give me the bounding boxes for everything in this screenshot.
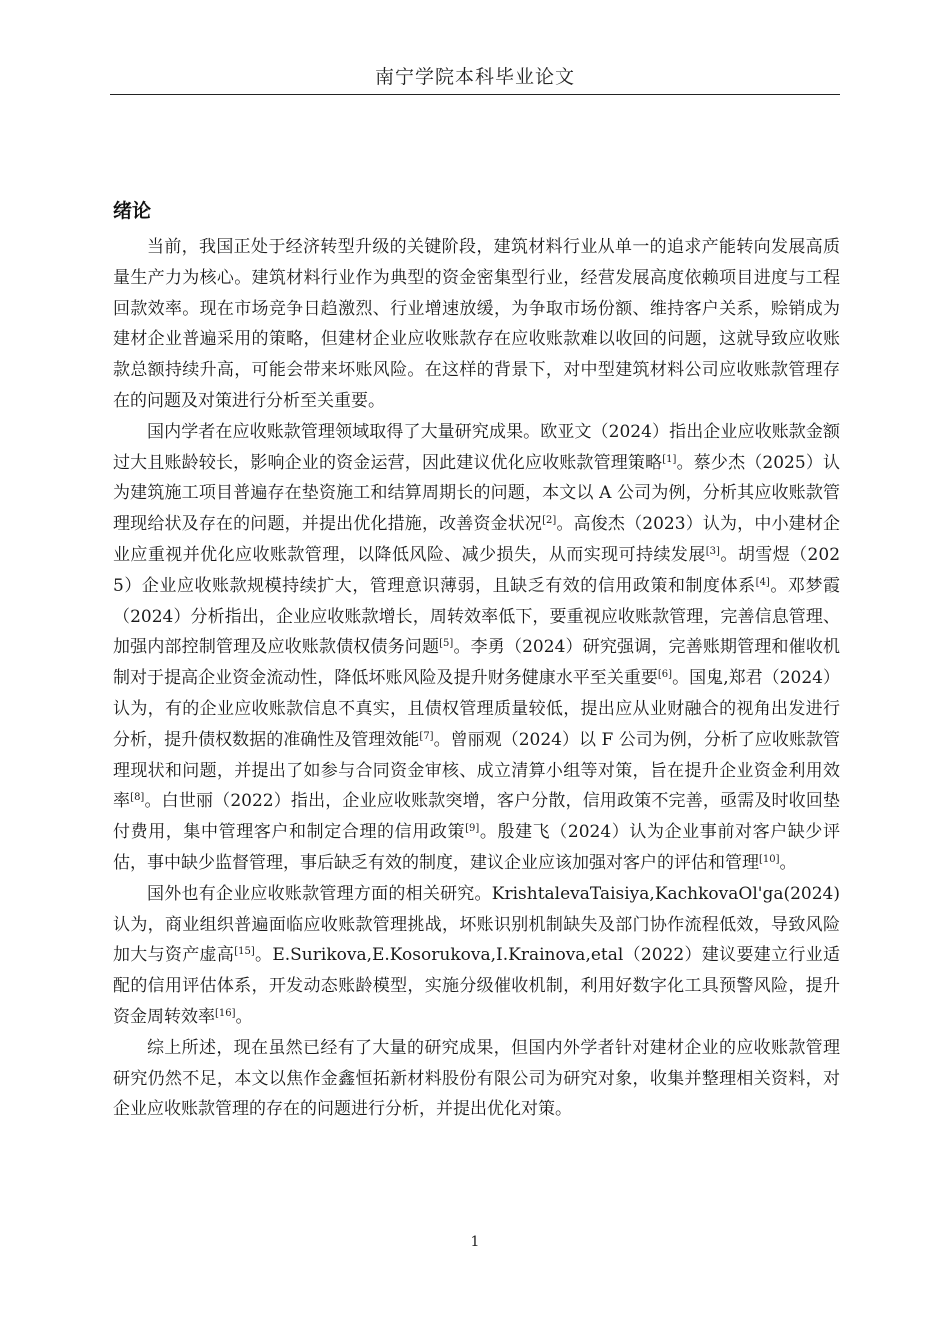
header-rule (110, 94, 840, 95)
body-text (113, 232, 840, 1125)
citation-marker: [9] (465, 823, 480, 835)
paragraph (113, 232, 840, 417)
paragraph-text: 。 (779, 852, 797, 873)
paragraph-text: 。白世丽（2022）指出，企业应收账款突增，客户分散，信用政策不完善，亟需及时收回垫付费用，集中管理客户和制定合理的信用政策 (113, 791, 841, 843)
paragraph-text: 。殷建飞（2024）认为企业事前对客户缺少评估，事中缺少监督管理，事后缺乏有效的制度，建议企业应该加强对客户的评估和管理 (113, 822, 841, 873)
paragraph (113, 417, 840, 879)
running-header: 南宁学院本科毕业论文 (374, 66, 575, 88)
paragraph (113, 879, 840, 1033)
paragraph-text: 。高俊杰（2023）认为，中小建材企业应重视并优化应收账款管理，以降低风险、减少损失，从而实现可持续发展 (113, 514, 841, 565)
citation-marker: [10] (759, 853, 780, 865)
citation-marker: [4] (755, 576, 770, 588)
section-heading: 绪论 (113, 200, 152, 222)
citation-marker: [8] (130, 792, 145, 804)
paragraph (113, 1033, 840, 1125)
citation-marker: [5] (439, 638, 454, 650)
citation-marker: [1] (662, 453, 677, 465)
paragraph-text: 。胡雪煜（2025）企业应收账款规模持续扩大，管理意识薄弱，且缺乏有效的信用政策和制度体系 (113, 544, 841, 596)
citation-marker: [16] (215, 1007, 236, 1019)
paragraph-text: 。E.Surikova,E.Kosorukova,I.Krainova,etal（2022）建议要建立行业适配的信用评估体系，开发动态账龄模型，实施分级催收机制，利用好数字化工具预警风险，提升资金周转效率 (113, 945, 840, 1027)
citation-marker: [7] (419, 730, 434, 742)
paragraph-text: 。李勇（2024）研究强调，完善账期管理和催收机制对于提高企业资金流动性，降低坏账风险及提升财务健康水平至关重要 (113, 637, 841, 689)
paragraph-text: 。 (235, 1006, 253, 1027)
paragraph-text: 。国鬼,郑君（2024）认为，有的企业应收账款信息不真实，且债权管理质量较低，提出应从业财融合的视角出发进行分析，提升债权数据的准确性及管理效能 (113, 668, 840, 750)
citation-marker: [15] (234, 946, 255, 958)
page-number: 1 (470, 1234, 480, 1250)
citation-marker: [2] (542, 515, 557, 527)
citation-marker: [3] (705, 545, 720, 557)
paragraph-text: 。蔡少杰（2025）认为建筑施工项目普遍存在垫资施工和结算周期长的问题，本文以 A 公司为例，分析其应收账款管理现给状及存在的问题，并提出优化措施，改善资金状况 (113, 452, 840, 535)
paragraph-text: 国内学者在应收账款管理领域取得了大量研究成果。欧亚文（2024）指出企业应收账款金额过大且账龄较长，影响企业的资金运营，因此建议优化应收账款管理策略 (113, 421, 840, 473)
paragraph-text: 。邓梦霞（2024）分析指出，企业应收账款增长，周转效率低下，要重视应收账款管理，完善信息管理、加强内部控制管理及应收账款债权债务问题 (113, 575, 840, 658)
paragraph-text: 国外也有企业应收账款管理方面的相关研究。KrishtalevaTaisiya,KachkovaOl'ga(2024)认为，商业组织普遍面临应收账款管理挑战，坏账识别机制缺失及部门协作流程低效，导致风险加大与资产虚高 (113, 883, 840, 966)
paragraph-text: 当前，我国正处于经济转型升级的关键阶段，建筑材料行业从单一的追求产能转向发展高质量生产力为核心。建筑材料行业作为典型的资金密集型行业，经营发展高度依赖项目进度与工程回款效率。现在市场竞争日趋激烈、行业增速放缓，为争取市场份额、维持客户关系，赊销成为建材企业普遍采用的策略，但建材企业应收账款存在应收账款难以收回的问题，这就导致应收账款总额持续升高，可能会带来坏账风险。在这样的背景下，对中型建筑材料公司应收账款管理存在的问题及对策进行分析至关重要。 (113, 237, 840, 411)
paragraph-text: 综上所述，现在虽然已经有了大量的研究成果，但国内外学者针对建材企业的应收账款管理研究仍然不足，本文以焦作金鑫恒拓新材料股份有限公司为研究对象，收集并整理相关资料，对企业应收账款管理的存在的问题进行分析，并提出优化对策。 (113, 1037, 840, 1120)
citation-marker: [6] (657, 669, 673, 681)
paragraph-text: 。曾丽观（2024）以 F 公司为例，分析了应收账款管理现状和问题，并提出了如参与合同资金审核、成立清算小组等对策，旨在提升企业资金利用效率 (113, 729, 840, 812)
